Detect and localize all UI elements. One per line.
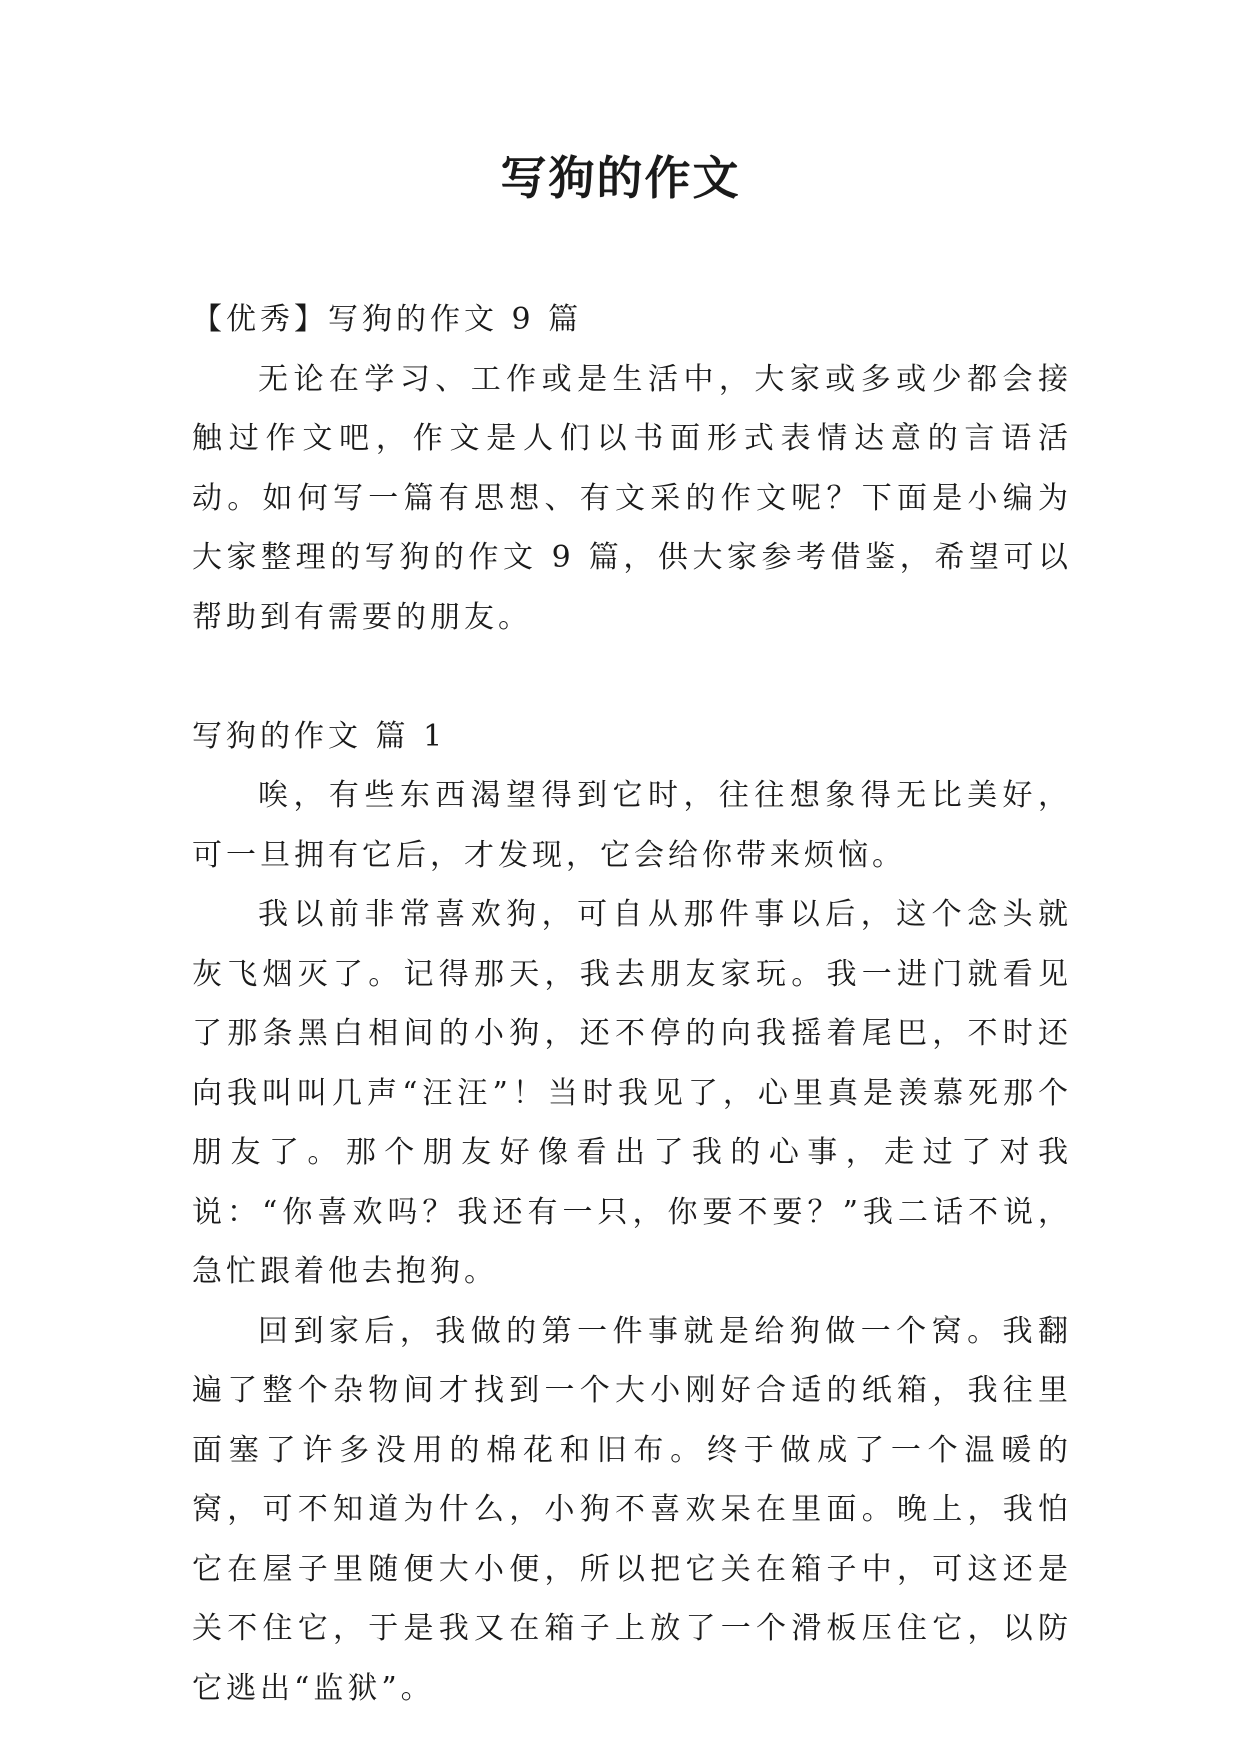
intro-paragraph: 无论在学习、工作或是生活中，大家或多或少都会接触过作文吧，作文是人们以书面形式表情达意的言语活动。如何写一篇有思想、有文采的作文呢？下面是小编为大家整理的写狗的作文 9 篇，供大家参考借鉴，希望可以帮助到有需要的朋友。: [192, 361, 1072, 635]
document-subtitle: 【优秀】写狗的作文 9 篇: [192, 302, 583, 337]
document-title: 写狗的作文: [500, 151, 741, 205]
body-paragraph-1: 唉，有些东西渴望得到它时，往往想象得无比美好，可一旦拥有它后，才发现，它会给你带来烦恼。: [192, 778, 1072, 873]
document-body: [192, 290, 1072, 1718]
section-spacer: [192, 647, 1072, 707]
body-paragraph-3: 回到家后，我做的第一件事就是给狗做一个窝。我翻遍了整个杂物间才找到一个大小刚好合适的纸箱，我往里面塞了许多没用的棉花和旧布。终于做成了一个温暖的窝，可不知道为什么，小狗不喜欢呆在里面。晚上，我怕它在屋子里随便大小便，所以把它关在箱子中，可这还是关不住它，于是我又在箱子上放了一个滑板压住它，以防它逃出“监狱”。: [192, 1313, 1072, 1706]
section-heading: 写狗的作文 篇 1: [192, 718, 447, 754]
body-paragraph-2: 我以前非常喜欢狗，可自从那件事以后，这个念头就灰飞烟灭了。记得那天，我去朋友家玩。我一进门就看见了那条黑白相间的小狗，还不停的向我摇着尾巴，不时还向我叫叫几声“汪汪”！当时我见了，心里真是羡慕死那个朋友了。那个朋友好像看出了我的心事，走过了对我说：“你喜欢吗？我还有一只，你要不要？”我二话不说，急忙跟着他去抱狗。: [192, 897, 1072, 1289]
